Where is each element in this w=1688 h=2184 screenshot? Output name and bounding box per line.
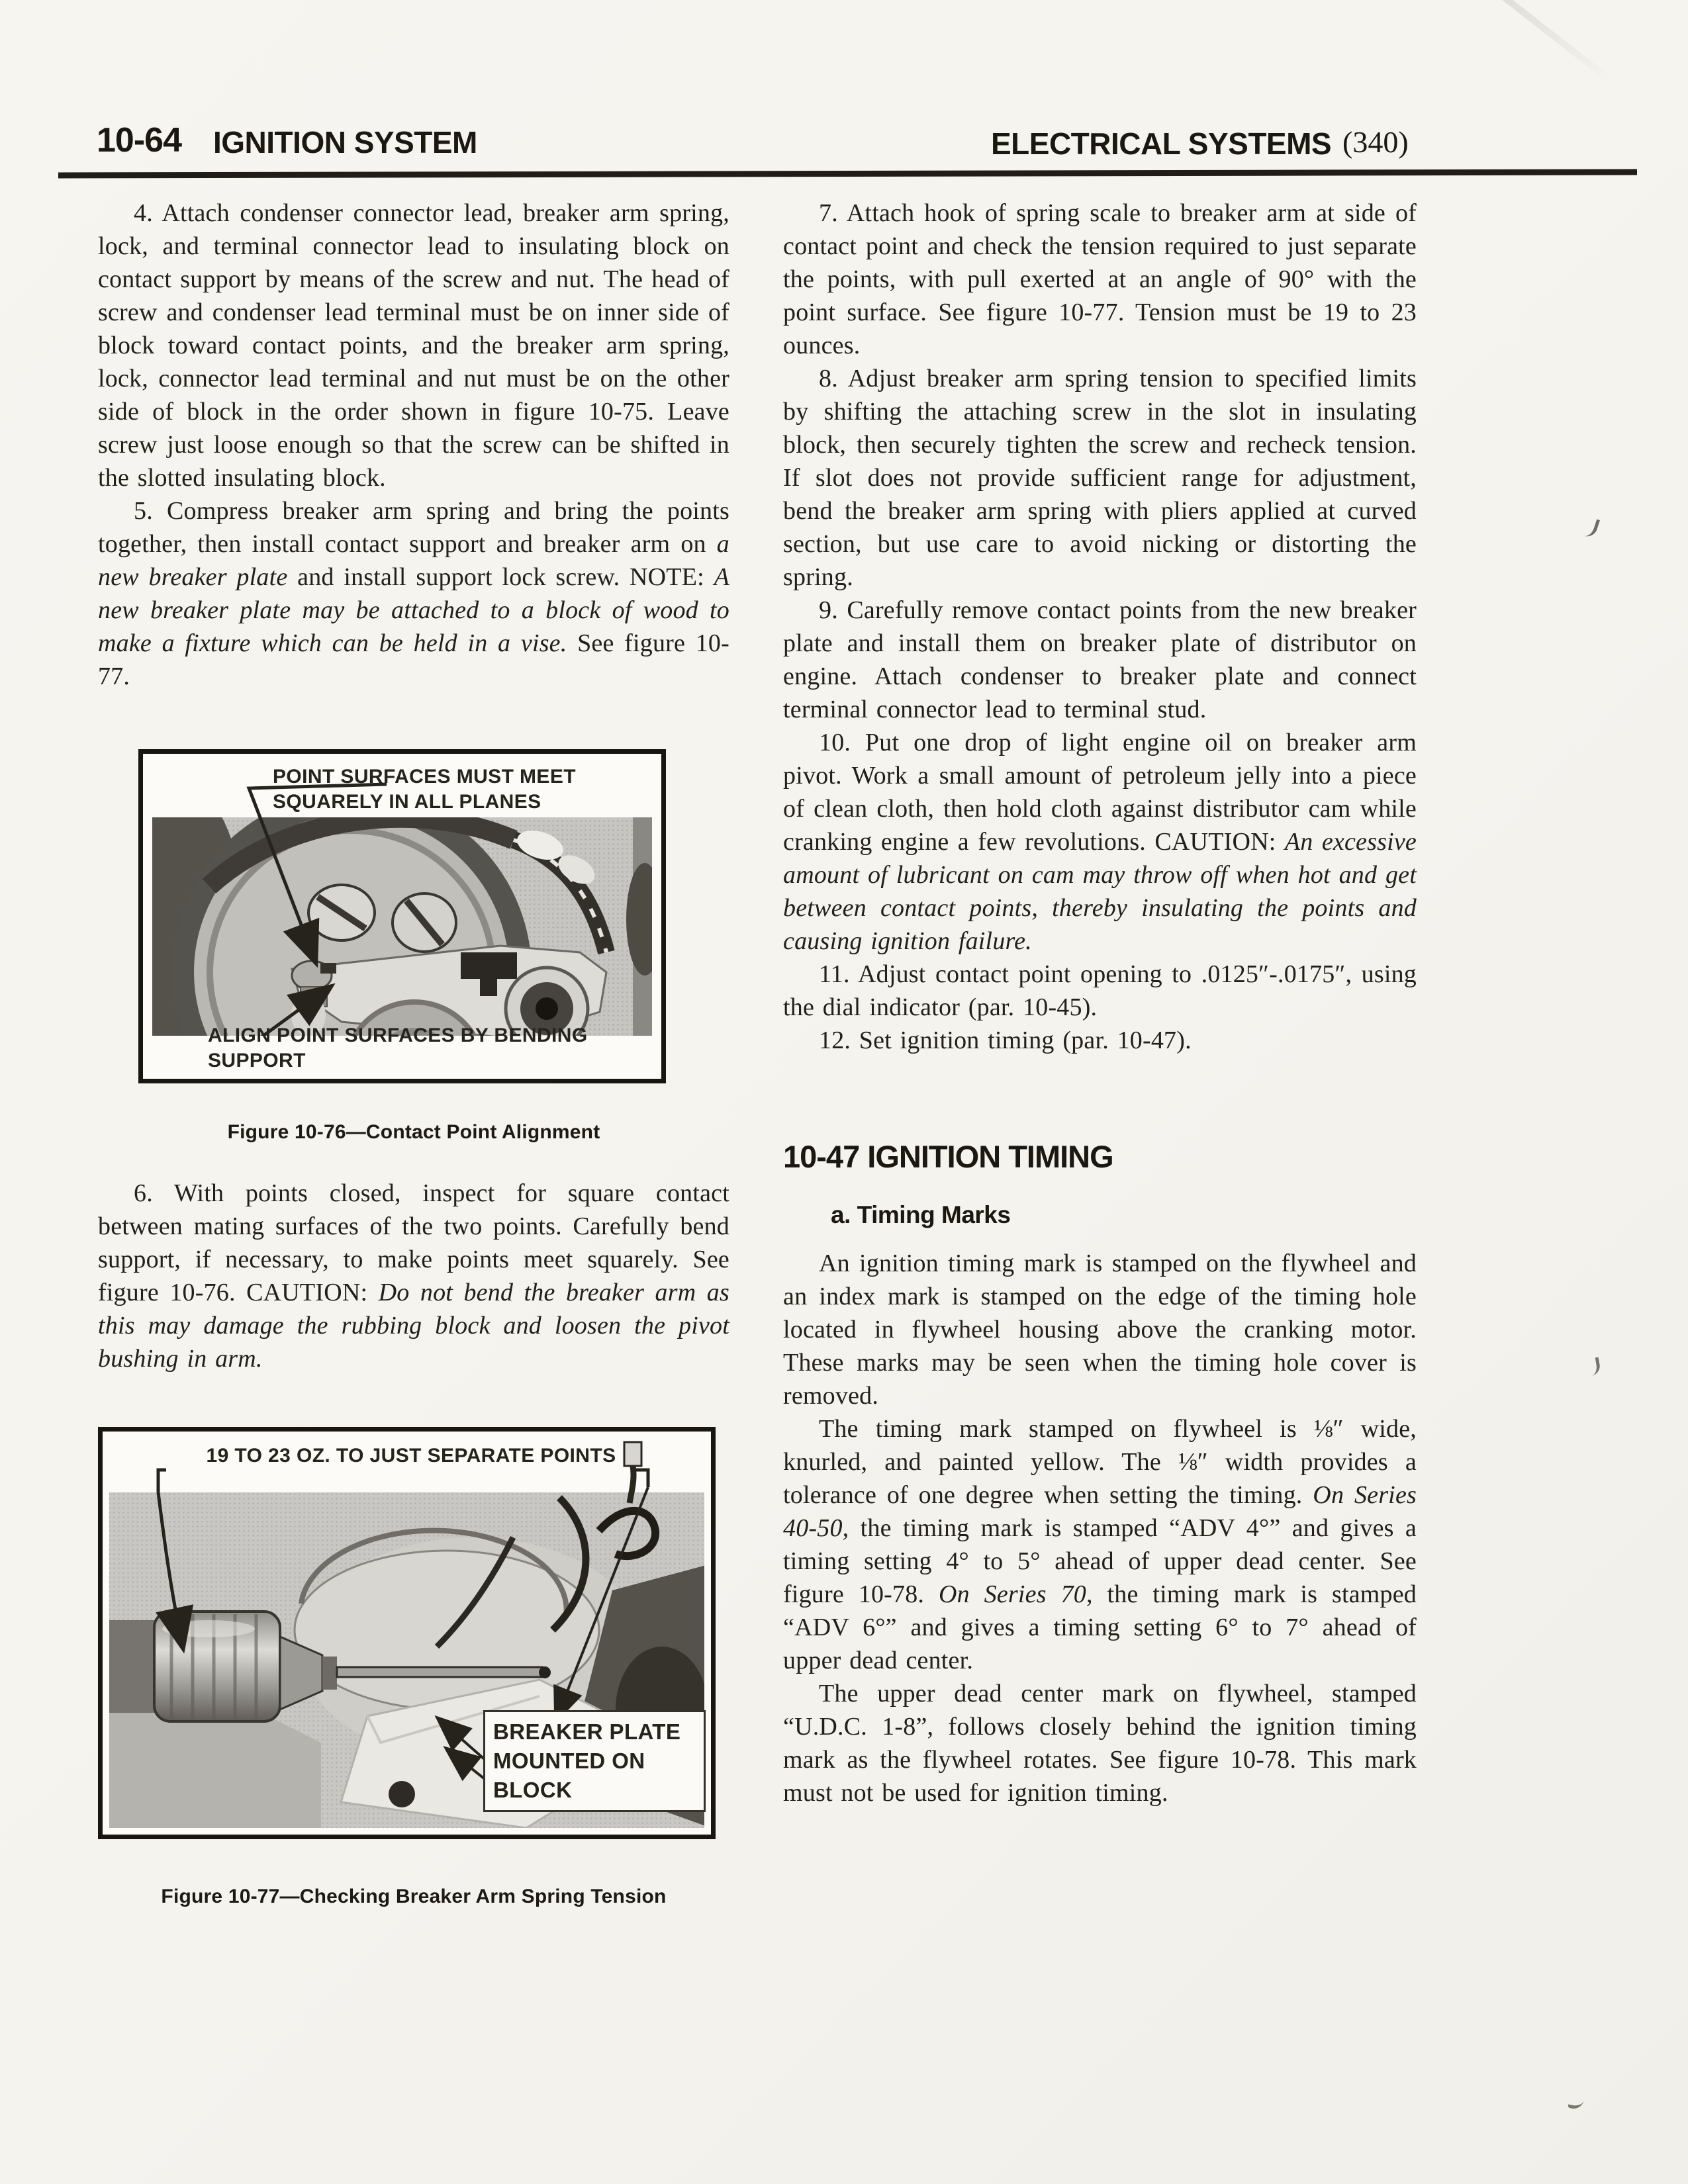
figure-10-76-label-bottom: ALIGN POINT SURFACES BY BENDING SUPPORT [208,1024,588,1071]
scan-artifact [1568,2094,1585,2111]
scan-artifact [1586,1357,1601,1377]
figure-10-77-label-box: BREAKER PLATE MOUNTED ON BLOCK [483,1710,706,1812]
page-number: (340) [1342,125,1409,159]
paragraph-4: 4. Attach condenser connector lead, breaker arm spring, lock, and terminal connector lead to insulating block on contact support by means of the screw and nut. The head of screw and condenser lead terminal must be on inner side of block toward contact points, and the breaker arm spring, lock, connector lead terminal and nut must be on the other side of block in the order shown in figure 10-75. Leave screw just loose enough so that the screw can be shifted in the slotted insulating block. [98,199,729,492]
figure-10-77-caption: Figure 10-77—Checking Breaker Arm Spring Tension [161,1886,667,1907]
paragraph-12: 12. Set ignition timing (par. 10-47). [819,1026,1192,1054]
section-number: 10-64 [97,121,181,159]
right-column [783,197,1417,1809]
left-column [98,197,729,1909]
paragraph-11: 11. Adjust contact point opening to .0125″-.0175″, using the dial indicator (par. 10-45). [783,960,1417,1021]
figure-10-77 [98,1427,716,1839]
figure-10-76-caption: Figure 10-76—Contact Point Alignment [227,1121,600,1143]
paragraph-10: 10. Put one drop of light engine oil on breaker arm pivot. Work a small amount of petroleum jelly into a piece of clean cloth, then hold cloth against distributor cam while cranking engine a few revolutions. CAUTION: An excessive amount of lubricant on cam may throw off when hot and get between contact points, thereby insulating the points and causing ignition failure. [783,729,1417,955]
paragraph-8: 8. Adjust breaker arm spring tension to specified limits by shifting the attaching screw in the slot in insulating block, then securely tighten the screw and recheck tension. If slot does not provide sufficient range for adjustment, bend the breaker arm spring with pliers applied at curved section, but use care to avoid nicking or distorting the spring. [783,365,1417,591]
paragraph-5: 5. Compress breaker arm spring and bring the points together, then install contact support and breaker arm on a new breaker plate and install support lock screw. NOTE: A new breaker plate may be attached to a block of wood to make a fixture which can be held in a vise. See figure 10-77. [98,497,730,690]
figure-10-76-label-top: POINT SURFACES MUST MEET SQUARELY IN ALL PLANES [273,766,576,813]
figure-10-77-label-top: 19 TO 23 OZ. TO JUST SEPARATE POINTS [206,1445,616,1467]
section-title: IGNITION SYSTEM [213,125,477,159]
paragraph-9: 9. Carefully remove contact points from the new breaker plate and install them on breaker plate of distributor on engine. Attach condenser to breaker plate and connect terminal connector lead to terminal stud. [783,596,1417,723]
paragraph-7: 7. Attach hook of spring scale to breaker arm at side of contact point and check the tension required to just separate the points, with pull exerted at an angle of 90° with the point surface. See figure 10-77. Tension must be 19 to 23 ounces. [783,199,1417,359]
header-rule [58,169,1637,179]
section-heading-10-47: 10-47 IGNITION TIMING [783,1139,1113,1174]
scan-artifact [1478,0,1613,83]
subsection-heading-timing-marks: a. Timing Marks [831,1201,1011,1228]
paragraph-timing-2: The timing mark stamped on flywheel is ⅛″ wide, knurled, and painted yellow. The ⅛″ width provides a tolerance of one degree when setting the timing. On Series 40-50, the timing mark is stamped “ADV 4°” and gives a timing setting 4° to 5° ahead of upper dead center. See figure 10-78. On Series 70, the timing mark is stamped “ADV 6°” and gives a timing setting 6° to 7° ahead of upper dead center. [783,1415,1417,1675]
paragraph-timing-3: The upper dead center mark on flywheel, stamped “U.D.C. 1-8”, follows closely behind the ignition timing mark as the flywheel rotates. See figure 10-78. This mark must not be used for ignition timing. [783,1680,1417,1807]
figure-10-76 [138,749,666,1083]
chapter-title: ELECTRICAL SYSTEMS [991,126,1332,161]
paragraph-6: 6. With points closed, inspect for square contact between mating surfaces of the two points. Carefully bend support, if necessary, to make points meet squarely. See figure 10-76. CAUTION: Do not bend the breaker arm as this may damage the rubbing block and loosen the pivot bushing in arm. [98,1179,729,1373]
paragraph-timing-1: An ignition timing mark is stamped on the flywheel and an index mark is stamped on the edge of the timing hole located in flywheel housing above the cranking motor. These marks may be seen when the timing hole cover is removed. [783,1250,1417,1410]
scan-artifact [1581,516,1600,539]
